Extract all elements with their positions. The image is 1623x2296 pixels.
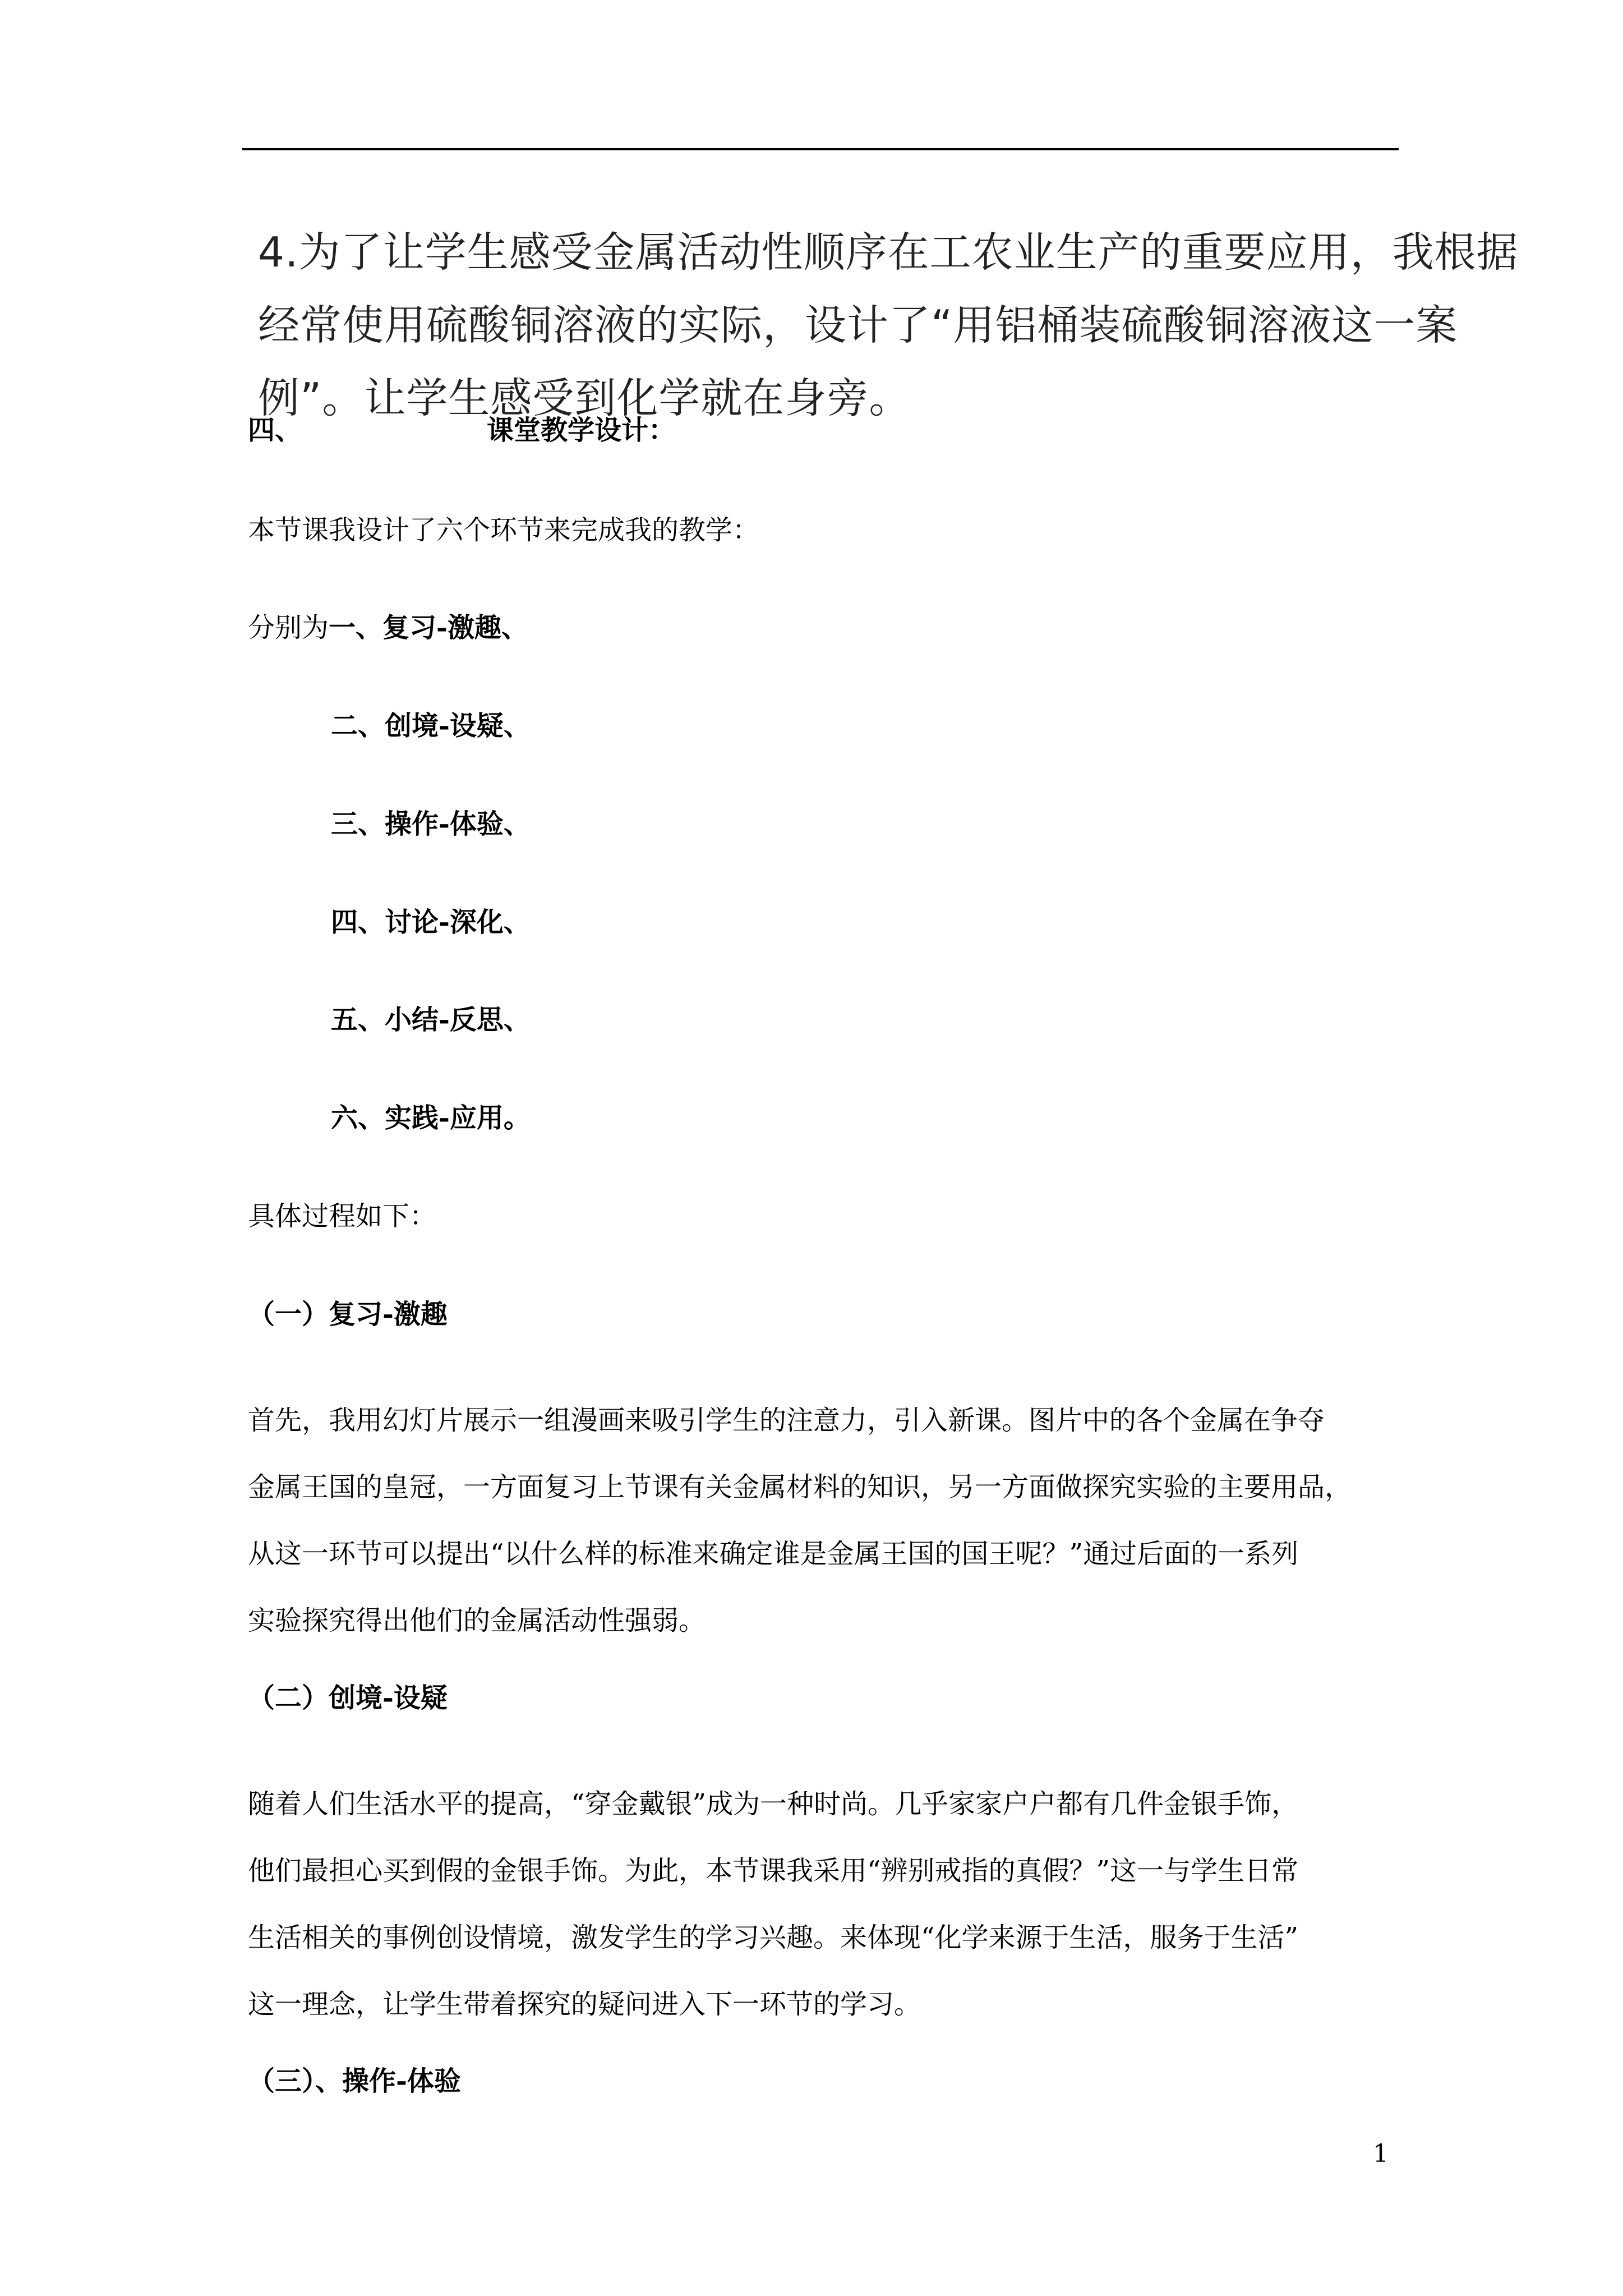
scanned-line: 例”。让学生感受到化学就在身旁。 [258,374,911,422]
part3-heading: （三）、操作-体验 [248,2065,461,2097]
paragraph-line: 首先，我用幻灯片展示一组漫画来吸引学生的注意力，引入新课。图片中的各个金属在争夺 [248,1405,1325,1436]
step-item: 五、小结-反思、 [331,1004,531,1036]
section-number: 四、 [248,415,302,446]
part1-paragraph [248,1387,1398,1654]
scanned-paragraph [258,216,1519,435]
part2-heading: （二）创境-设疑 [248,1682,448,1714]
page-number: 1 [1373,2139,1389,2168]
section-heading [248,412,675,448]
scanned-line: 经常使用硫酸铜溶液的实际，设计了“用铝桶装硫酸铜溶液这一案 [258,301,1458,349]
part2-paragraph [248,1771,1398,2038]
section-title: 课堂教学设计： [487,415,676,446]
step-list-first [248,610,528,646]
part1-heading: （一）复习-激趣 [248,1299,448,1330]
step-item: 一、复习-激趣、 [329,612,528,643]
paragraph-line: 从这一环节可以提出“以什么样的标准来确定谁是金属王国的国王呢？”通过后面的一系列 [248,1538,1299,1570]
header-rule [242,148,1399,150]
scanned-line: 4.为了让学生感受金属活动性顺序在工农业生产的重要应用，我根据 [258,228,1519,277]
paragraph-line: 实验探究得出他们的金属活动性强弱。 [248,1605,706,1636]
step-item: 二、创境-设疑、 [331,710,531,742]
paragraph-line: 随着人们生活水平的提高，“穿金戴银”成为一种时尚。几乎家家户户都有几件金银手饰， [248,1788,1299,1820]
paragraph-line: 他们最担心买到假的金银手饰。为此，本节课我采用“辨别戒指的真假？”这一与学生日常 [248,1855,1299,1887]
step-item: 四、讨论-深化、 [331,907,531,938]
paragraph-line: 生活相关的事例创设情境，激发学生的学习兴趣。来体现“化学来源于生活，服务于生活” [248,1922,1299,1953]
paragraph-line: 金属王国的皇冠，一方面复习上节课有关金属材料的知识，另一方面做探究实验的主要用品， [248,1471,1352,1503]
step-item: 三、操作-体验、 [331,808,531,840]
paragraph-line: 这一理念，让学生带着探究的疑问进入下一环节的学习。 [248,1989,921,2020]
step-lead: 分别为 [248,612,329,643]
intro-text: 本节课我设计了六个环节来完成我的教学： [248,514,760,546]
step-item: 六、实践-应用。 [331,1102,531,1134]
process-heading: 具体过程如下： [248,1200,437,1232]
